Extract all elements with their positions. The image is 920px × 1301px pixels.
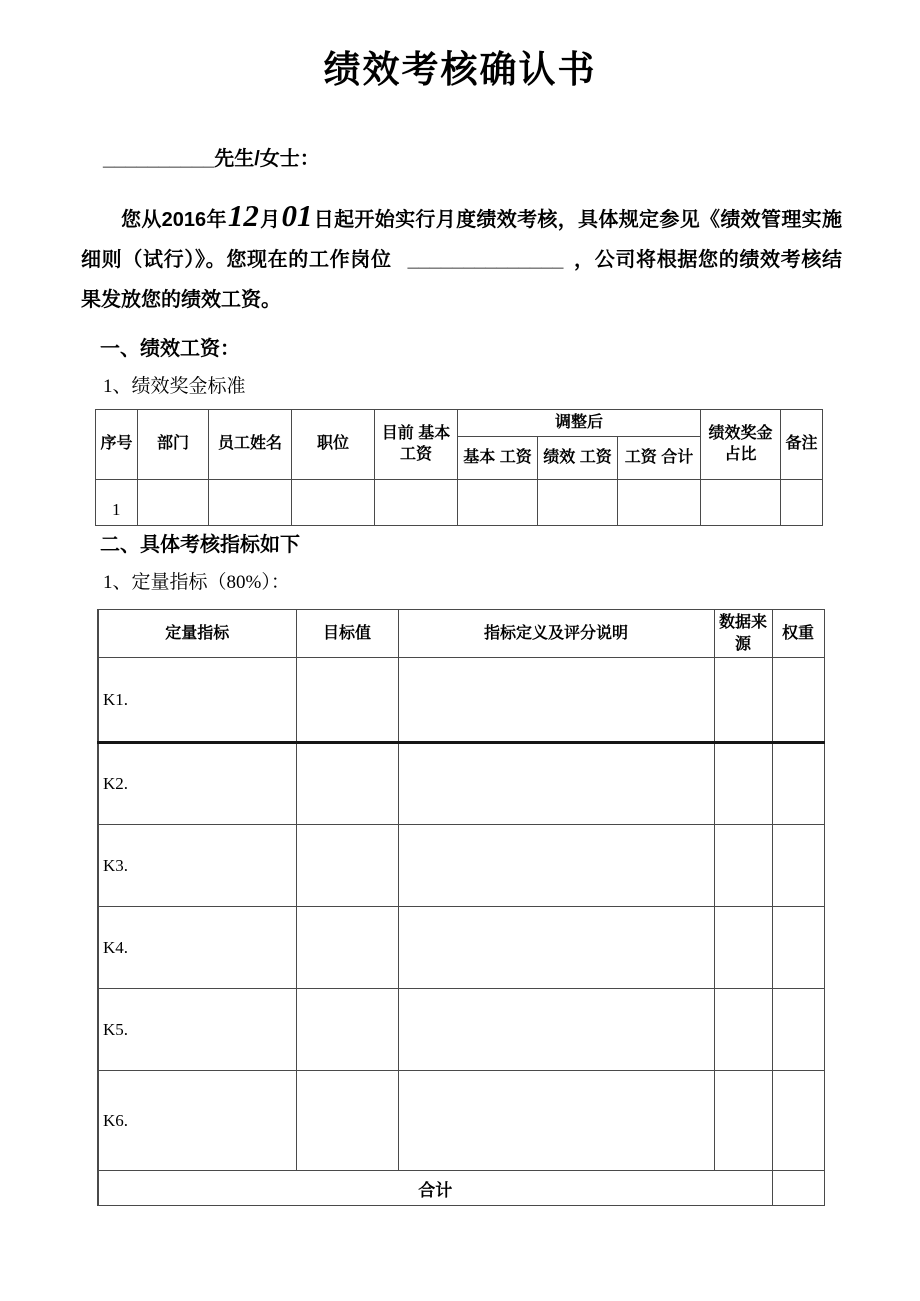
empty-cell [138, 479, 209, 525]
empty-cell [209, 479, 292, 525]
col-header-current-base-salary: 目前 基本工资 [375, 409, 458, 479]
section-indicators-subheading: 1、定量指标（80%）： [103, 571, 290, 593]
empty-cell [772, 825, 824, 907]
empty-cell [781, 479, 823, 525]
indicator-label-k1: K1. [98, 658, 296, 743]
empty-cell [398, 1071, 714, 1171]
indicator-label-k4: K4. [98, 907, 296, 989]
empty-cell [296, 989, 398, 1071]
empty-cell [398, 743, 714, 825]
col-header-dept: 部门 [138, 409, 209, 479]
empty-cell [296, 825, 398, 907]
indicator-row-k4 [98, 907, 824, 989]
empty-cell [772, 1071, 824, 1171]
intro-seg-2: 日起开始实行月度绩效考核，具体规定参见《绩效管理实施细则（试行）》。您现在的工作岗位 [81, 209, 842, 272]
empty-cell [772, 658, 824, 743]
salary-table-header-row-1 [96, 409, 823, 436]
col-header-target: 目标值 [296, 610, 398, 658]
indicator-label-k5: K5. [98, 989, 296, 1071]
empty-cell [296, 658, 398, 743]
empty-cell [772, 907, 824, 989]
seq-value-cell: 1 [96, 479, 138, 525]
empty-cell [458, 479, 538, 525]
empty-cell [618, 479, 701, 525]
col-header-data-source: 数据来源 [714, 610, 772, 658]
indicator-table-header-row [98, 610, 824, 658]
col-header-base-salary: 基本 工资 [458, 436, 538, 479]
indicator-label-k6: K6. [98, 1071, 296, 1171]
col-header-remark: 备注 [781, 409, 823, 479]
empty-cell [296, 743, 398, 825]
col-header-perf-bonus-ratio: 绩效奖金占比 [701, 409, 781, 479]
day-number: 01 [281, 198, 313, 234]
empty-cell [772, 1171, 824, 1206]
salutation-line [103, 146, 920, 172]
empty-cell [398, 989, 714, 1071]
salutation-text: 先生/女士： [214, 148, 320, 171]
col-header-perf-salary: 绩效 工资 [538, 436, 618, 479]
col-header-adjusted-group: 调整后 [458, 409, 701, 436]
col-header-weight: 权重 [772, 610, 824, 658]
intro-month-unit: 月 [259, 209, 281, 232]
name-blank-line: __________ [103, 148, 215, 171]
month-number: 12 [227, 198, 259, 234]
indicator-label-k3: K3. [98, 825, 296, 907]
total-label-cell: 合计 [98, 1171, 772, 1206]
empty-cell [714, 907, 772, 989]
indicator-row-k1 [98, 658, 824, 743]
col-header-indicator: 定量指标 [98, 610, 296, 658]
empty-cell [714, 1071, 772, 1171]
empty-cell [296, 907, 398, 989]
indicator-row-k6 [98, 1071, 824, 1171]
position-blank-line: ______________ [407, 249, 564, 272]
empty-cell [398, 658, 714, 743]
empty-cell [292, 479, 375, 525]
col-header-definition: 指标定义及评分说明 [398, 610, 714, 658]
empty-cell [772, 743, 824, 825]
intro-seg-3: ，公司将根据您的绩效考核结果发放您的绩效工资。 [81, 249, 843, 312]
empty-cell [772, 989, 824, 1071]
salary-table-data-row [96, 479, 823, 525]
empty-cell [701, 479, 781, 525]
col-header-position: 职位 [292, 409, 375, 479]
empty-cell [714, 825, 772, 907]
indicator-row-k2 [98, 743, 824, 825]
empty-cell [398, 907, 714, 989]
empty-cell [714, 658, 772, 743]
empty-cell [375, 479, 458, 525]
intro-paragraph [81, 200, 842, 320]
quantitative-indicator-table [97, 609, 825, 1206]
empty-cell [714, 743, 772, 825]
indicator-label-k2: K2. [98, 743, 296, 825]
document-title: 绩效考核确认书 [323, 49, 597, 90]
empty-cell [296, 1071, 398, 1171]
empty-cell [398, 825, 714, 907]
intro-seg-1: 您从2016年 [121, 209, 227, 232]
section-indicators-heading: 二、具体考核指标如下 [100, 533, 300, 556]
indicator-table-total-row [98, 1171, 824, 1206]
indicator-row-k3 [98, 825, 824, 907]
col-header-employee-name: 员工姓名 [209, 409, 292, 479]
indicator-row-k5 [98, 989, 824, 1071]
col-header-seq: 序号 [96, 409, 138, 479]
section-salary-heading: 一、绩效工资： [100, 338, 240, 361]
section-salary-subheading: 1、绩效奖金标准 [103, 376, 246, 398]
empty-cell [714, 989, 772, 1071]
col-header-salary-total: 工资 合计 [618, 436, 701, 479]
salary-standard-table [95, 409, 823, 526]
empty-cell [538, 479, 618, 525]
